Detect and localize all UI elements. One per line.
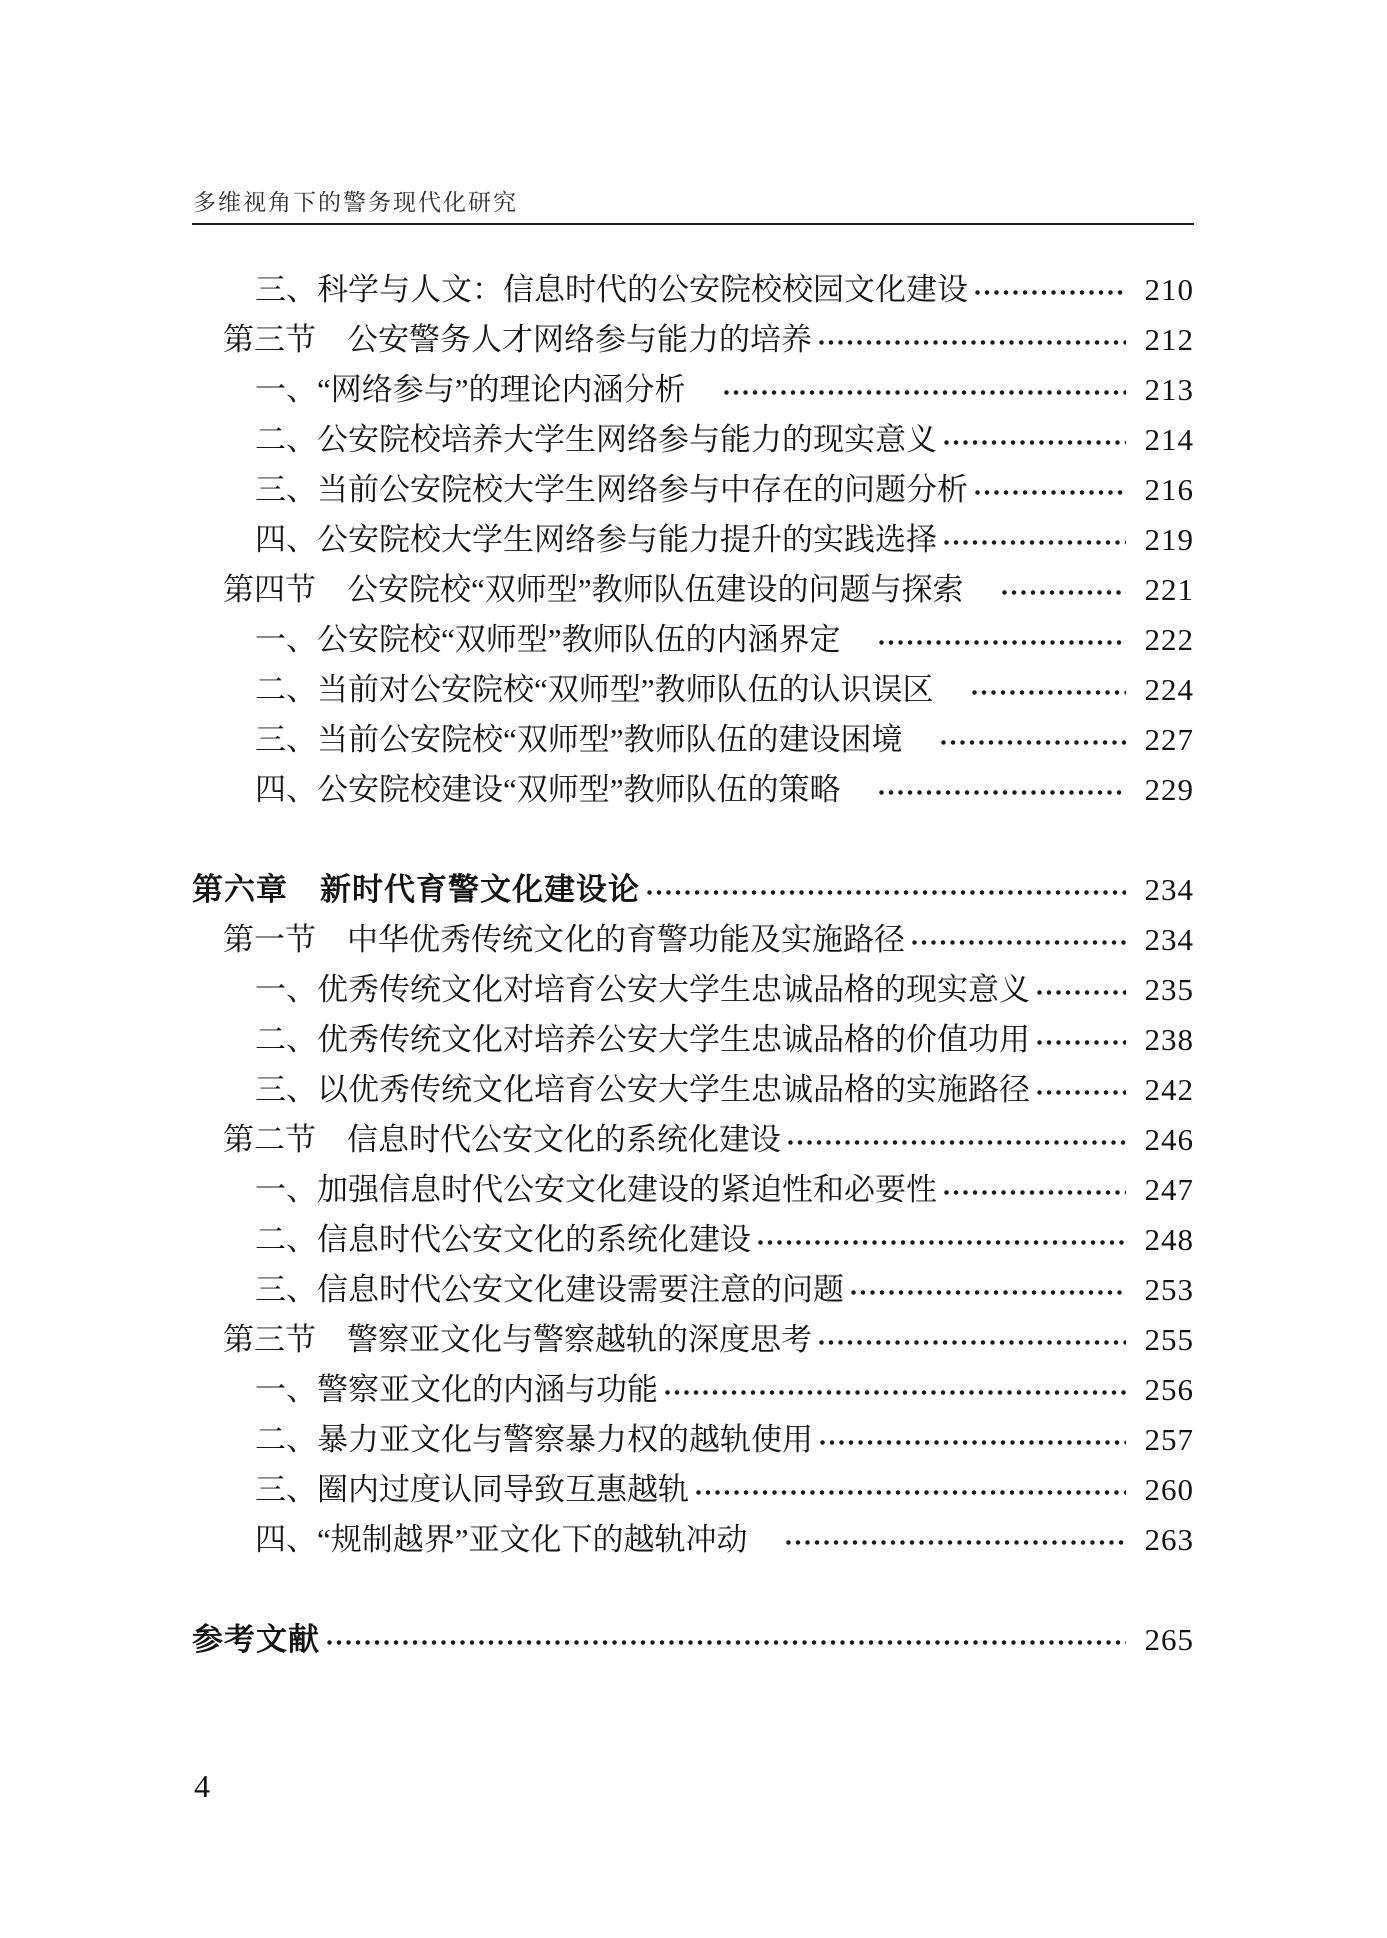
toc-dot-leader (664, 1389, 1126, 1396)
toc-dot-leader (646, 889, 1126, 896)
toc-entry (192, 1265, 1194, 1315)
toc-entry-title: 二、优秀传统文化对培养公安大学生忠诚品格的价值功用 (255, 1022, 1030, 1057)
toc-entry-page: 263 (1144, 1522, 1194, 1557)
toc-entry-title: 一、加强信息时代公安文化建设的紧迫性和必要性 (255, 1172, 937, 1207)
toc-dot-leader (974, 289, 1126, 296)
toc-entry-page: 247 (1144, 1172, 1194, 1207)
toc-dot-leader (785, 1539, 1126, 1546)
toc-entry-title: 四、“规制越界”亚文化下的越轨冲动 (255, 1522, 779, 1557)
toc-entry-page: 235 (1144, 972, 1194, 1007)
toc-entry-page: 248 (1144, 1222, 1194, 1257)
toc-entry-title: 第六章 新时代育警文化建设论 (192, 872, 640, 907)
toc-entry-page: 224 (1144, 672, 1194, 707)
toc-entry-title: 一、优秀传统文化对培育公安大学生忠诚品格的现实意义 (255, 972, 1030, 1007)
toc-entry-page: 246 (1144, 1122, 1194, 1157)
toc-entry (192, 1465, 1194, 1515)
toc-entry-title: 第二节 信息时代公安文化的系统化建设 (223, 1122, 781, 1157)
toc-entry-page: 260 (1144, 1472, 1194, 1507)
toc-dot-leader (818, 1339, 1126, 1346)
toc-entry-title: 二、暴力亚文化与警察暴力权的越轨使用 (255, 1422, 813, 1457)
table-of-contents (192, 265, 1194, 1665)
toc-entry-title: 二、信息时代公安文化的系统化建设 (255, 1222, 751, 1257)
toc-entry-title: 三、科学与人文：信息时代的公安院校校园文化建设 (255, 272, 968, 307)
toc-entry-title: 参考文献 (192, 1622, 320, 1657)
toc-entry-page: 216 (1144, 472, 1194, 507)
toc-entry-page: 229 (1144, 772, 1194, 807)
toc-entry (192, 1065, 1194, 1115)
toc-entry (192, 765, 1194, 815)
toc-entry-page: 227 (1144, 722, 1194, 757)
toc-entry-page: 265 (1144, 1622, 1194, 1657)
toc-entry (192, 415, 1194, 465)
toc-entry-title: 三、当前公安院校大学生网络参与中存在的问题分析 (255, 472, 968, 507)
toc-dot-leader (1001, 589, 1126, 596)
toc-entry (192, 715, 1194, 765)
toc-entry-page: 238 (1144, 1022, 1194, 1057)
toc-entry-page: 221 (1144, 572, 1194, 607)
toc-entry (192, 865, 1194, 915)
toc-entry-title: 第一节 中华优秀传统文化的育警功能及实施路径 (223, 922, 905, 957)
toc-entry (192, 1615, 1194, 1665)
toc-entry-page: 214 (1144, 422, 1194, 457)
toc-dot-leader (1036, 989, 1126, 996)
toc-dot-leader (695, 1489, 1126, 1496)
toc-entry-page: 256 (1144, 1372, 1194, 1407)
toc-entry (192, 1315, 1194, 1365)
toc-entry (192, 265, 1194, 315)
toc-entry-title: 二、当前对公安院校“双师型”教师队伍的认识误区 (255, 672, 965, 707)
toc-dot-leader (974, 489, 1126, 496)
toc-dot-leader (943, 1189, 1126, 1196)
toc-entry (192, 1015, 1194, 1065)
toc-entry (192, 915, 1194, 965)
toc-entry-page: 234 (1144, 922, 1194, 957)
toc-entry (192, 665, 1194, 715)
toc-entry (192, 1515, 1194, 1565)
toc-entry-page: 242 (1144, 1072, 1194, 1107)
toc-dot-leader (819, 1439, 1126, 1446)
toc-entry-title: 三、圈内过度认同导致互惠越轨 (255, 1472, 689, 1507)
toc-dot-leader (911, 939, 1126, 946)
toc-entry (192, 615, 1194, 665)
toc-dot-leader (1036, 1089, 1126, 1096)
header-rule (192, 223, 1194, 225)
page-number: 4 (194, 1768, 210, 1804)
toc-entry-title: 第三节 公安警务人才网络参与能力的培养 (223, 322, 812, 357)
toc-entry-page: 219 (1144, 522, 1194, 557)
toc-entry-title: 三、以优秀传统文化培育公安大学生忠诚品格的实施路径 (255, 1072, 1030, 1107)
toc-entry-title: 四、公安院校大学生网络参与能力提升的实践选择 (255, 522, 937, 557)
toc-entry (192, 465, 1194, 515)
toc-dot-leader (943, 539, 1126, 546)
toc-entry-title: 三、当前公安院校“双师型”教师队伍的建设困境 (255, 722, 934, 757)
running-head: 多维视角下的警务现代化研究 (193, 189, 518, 215)
toc-entry-title: 一、“网络参与”的理论内涵分析 (255, 372, 717, 407)
toc-entry-page: 253 (1144, 1272, 1194, 1307)
toc-entry (192, 1165, 1194, 1215)
toc-dot-leader (878, 639, 1126, 646)
toc-entry-title: 一、警察亚文化的内涵与功能 (255, 1372, 658, 1407)
toc-entry-page: 213 (1144, 372, 1194, 407)
toc-entry (192, 565, 1194, 615)
toc-entry (192, 365, 1194, 415)
toc-entry-title: 第三节 警察亚文化与警察越轨的深度思考 (223, 1322, 812, 1357)
toc-dot-leader (787, 1139, 1126, 1146)
toc-entry (192, 515, 1194, 565)
toc-entry-page: 212 (1144, 322, 1194, 357)
toc-entry (192, 965, 1194, 1015)
toc-dot-leader (326, 1639, 1126, 1646)
toc-dot-leader (850, 1289, 1126, 1296)
toc-dot-leader (878, 789, 1126, 796)
toc-dot-leader (940, 739, 1126, 746)
toc-dot-leader (943, 439, 1126, 446)
toc-entry-title: 三、信息时代公安文化建设需要注意的问题 (255, 1272, 844, 1307)
toc-entry-page: 234 (1144, 872, 1194, 907)
toc-entry-page: 210 (1144, 272, 1194, 307)
toc-dot-leader (723, 389, 1126, 396)
toc-entry (192, 1215, 1194, 1265)
toc-entry (192, 315, 1194, 365)
toc-entry-page: 255 (1144, 1322, 1194, 1357)
toc-dot-leader (757, 1239, 1126, 1246)
toc-entry (192, 1365, 1194, 1415)
toc-dot-leader (1036, 1039, 1126, 1046)
toc-dot-leader (818, 339, 1126, 346)
toc-entry-title: 四、公安院校建设“双师型”教师队伍的策略 (255, 772, 872, 807)
toc-entry-page: 257 (1144, 1422, 1194, 1457)
toc-entry-page: 222 (1144, 622, 1194, 657)
toc-entry (192, 1415, 1194, 1465)
toc-entry-title: 一、公安院校“双师型”教师队伍的内涵界定 (255, 622, 872, 657)
toc-entry (192, 1115, 1194, 1165)
toc-dot-leader (971, 689, 1126, 696)
toc-entry-title: 第四节 公安院校“双师型”教师队伍建设的问题与探索 (223, 572, 995, 607)
toc-entry-title: 二、公安院校培养大学生网络参与能力的现实意义 (255, 422, 937, 457)
